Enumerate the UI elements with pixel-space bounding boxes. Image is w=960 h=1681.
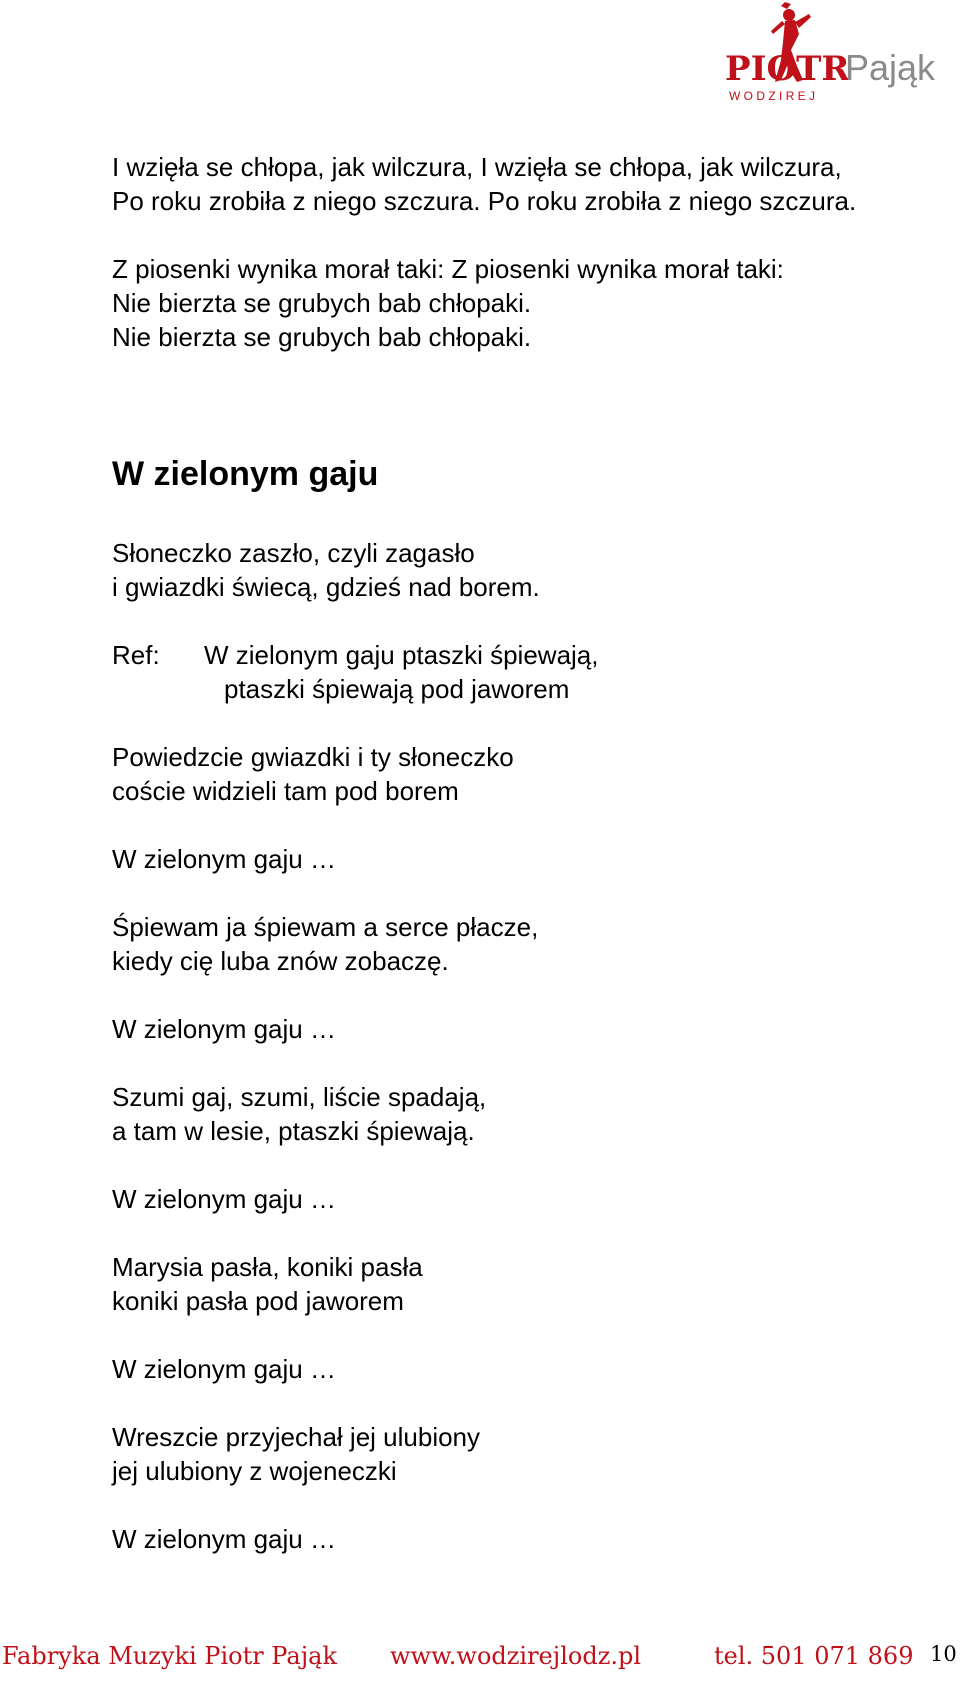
logo-name-right: Pająk xyxy=(845,47,936,88)
page-footer xyxy=(0,1642,960,1676)
refrain-repeat: W zielonym gaju … xyxy=(112,1354,336,1384)
refrain-line: ptaszki śpiewają pod jaworem xyxy=(224,674,570,704)
verse-line: coście widzieli tam pod borem xyxy=(112,776,459,806)
verse-line: koniki pasła pod jaworem xyxy=(112,1286,404,1316)
verse-line: jej ulubiony z wojeneczki xyxy=(112,1456,397,1486)
refrain-repeat: W zielonym gaju … xyxy=(112,1184,336,1214)
text-line: Nie bierzta se grubych bab chłopaki. xyxy=(112,322,532,352)
verse-line: Powiedzcie gwiazdki i ty słoneczko xyxy=(112,742,514,772)
text-line: Po roku zrobiła z niego szczura. Po roku zrobiła z niego szczura. xyxy=(112,186,857,216)
page-number: 10 xyxy=(930,1642,957,1666)
footer-brand: Fabryka Muzyki Piotr Pająk xyxy=(2,1642,337,1670)
verse-line: i gwiazdki świecą, gdzieś nad borem. xyxy=(112,572,540,602)
logo-name-left: PIOTR xyxy=(725,49,850,89)
refrain-repeat: W zielonym gaju … xyxy=(112,844,336,874)
refrain-repeat: W zielonym gaju … xyxy=(112,1524,336,1554)
verse-line: kiedy cię luba znów zobaczę. xyxy=(112,946,449,976)
refrain xyxy=(112,638,932,706)
text-line: Nie bierzta se grubych bab chłopaki. xyxy=(112,288,532,318)
brand-logo xyxy=(725,0,960,110)
verse-line: a tam w lesie, ptaszki śpiewają. xyxy=(112,1116,475,1146)
verse-line: Marysia pasła, koniki pasła xyxy=(112,1252,423,1282)
verse-line: Wreszcie przyjechał jej ulubiony xyxy=(112,1422,481,1452)
verse-line: Szumi gaj, szumi, liście spadają, xyxy=(112,1082,487,1112)
footer-phone: tel. 501 071 869 xyxy=(714,1642,914,1670)
document-body xyxy=(112,150,932,1556)
footer-website-link[interactable]: www.wodzirejlodz.pl xyxy=(390,1642,642,1670)
verse-line: Słoneczko zaszło, czyli zagasło xyxy=(112,538,475,568)
verse-line: Śpiewam ja śpiewam a serce płacze, xyxy=(112,912,539,942)
refrain-line: W zielonym gaju ptaszki śpiewają, xyxy=(204,640,599,670)
text-line: I wzięła se chłopa, jak wilczura, I wzięła se chłopa, jak wilczura, xyxy=(112,152,842,182)
refrain-label: Ref: xyxy=(112,640,160,670)
logo-subtitle: W O D Z I R E J xyxy=(729,89,815,103)
song-title: W zielonym gaju xyxy=(112,455,379,493)
text-line: Z piosenki wynika morał taki: Z piosenki wynika morał taki: xyxy=(112,254,784,284)
refrain-repeat: W zielonym gaju … xyxy=(112,1014,336,1044)
